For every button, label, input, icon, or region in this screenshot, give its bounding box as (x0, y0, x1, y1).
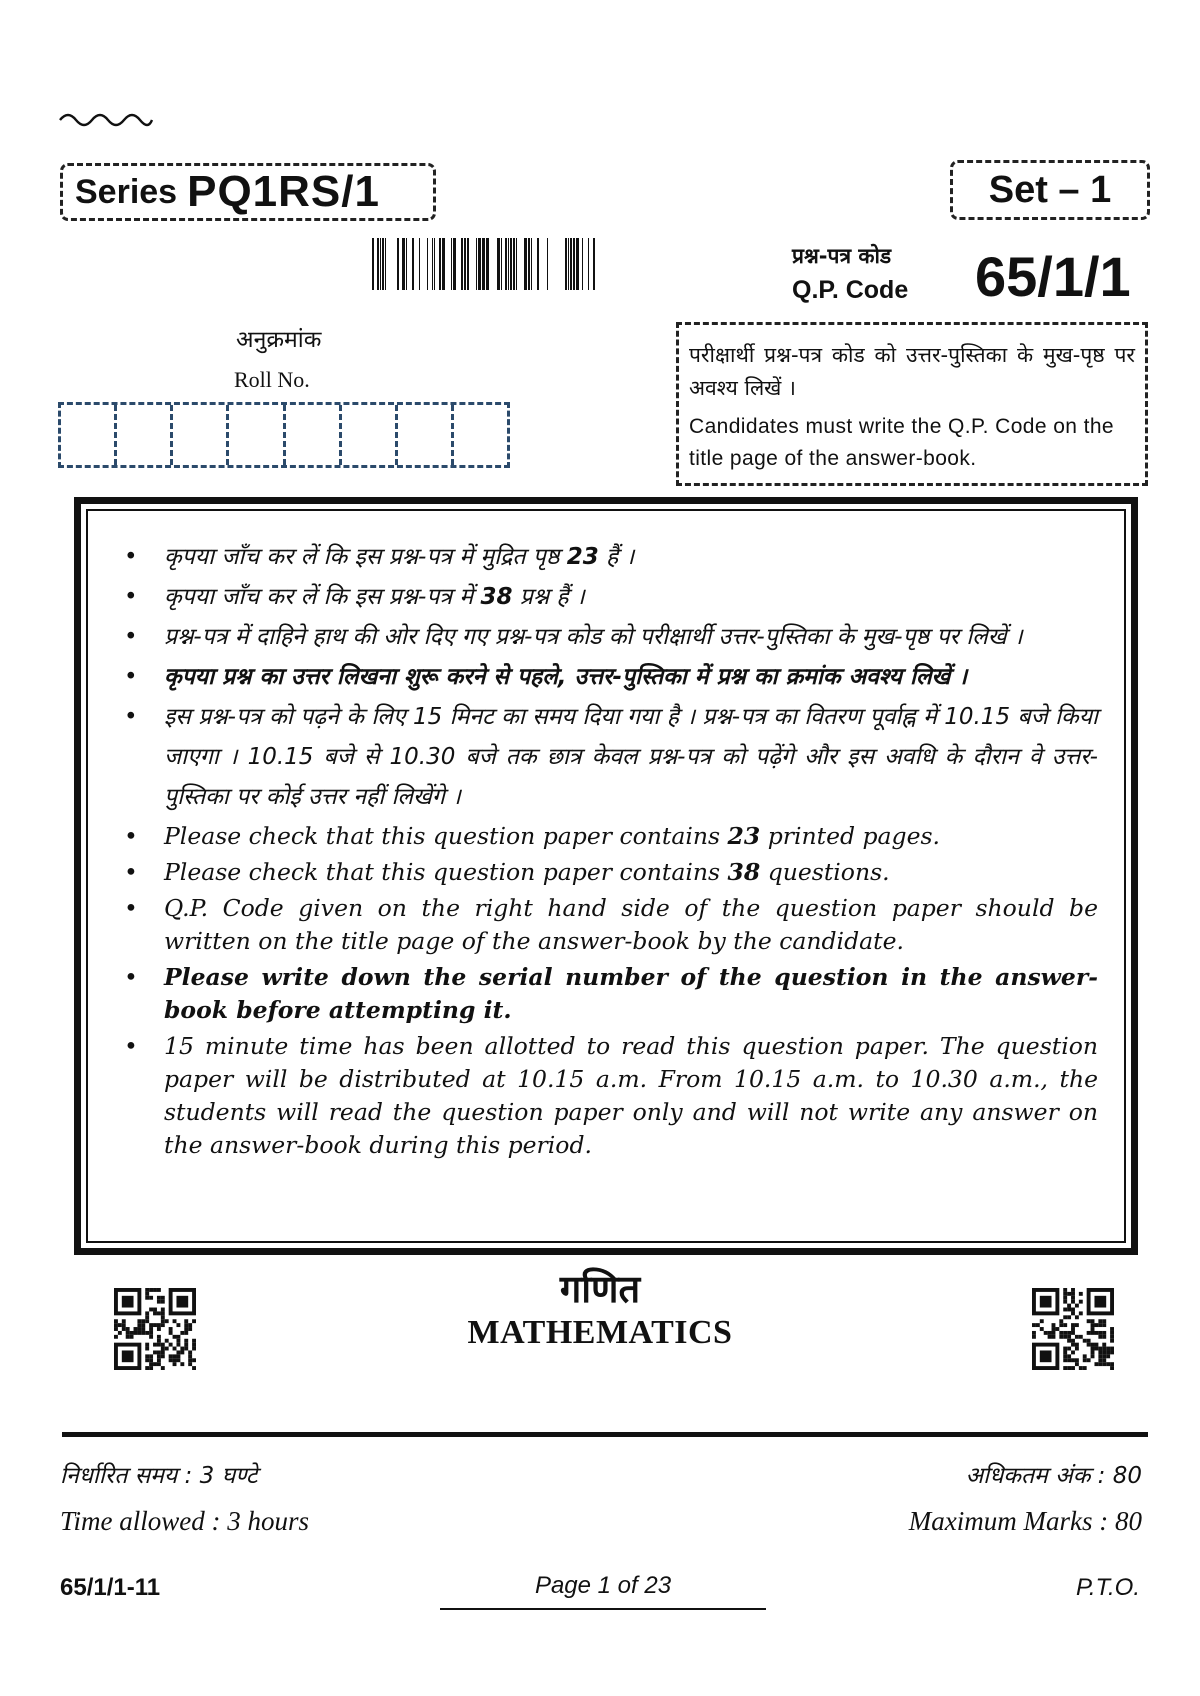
bullet: • (124, 894, 138, 922)
bullet: • (124, 822, 138, 850)
instruction-pages (120, 820, 1098, 853)
roll-number-cell[interactable] (173, 405, 229, 465)
bullet: • (124, 584, 138, 610)
series-label: Series (75, 172, 178, 211)
roll-number-cell[interactable] (229, 405, 285, 465)
time-allowed-hindi: निर्धारित समय : 3 घण्टे (60, 1463, 258, 1489)
page-number: Page 1 of 23 (440, 1572, 766, 1610)
qp-code-label-hindi: प्रश्न-पत्र कोड (792, 244, 892, 268)
instruction-text: इस प्रश्न-पत्र को पढ़ने के लिए 15 मिनट का समय दिया गया है । प्रश्न-पत्र का वितरण पूर्वाह्न में 10.15 बजे किया जाएगा । 10.15 बजे से 10.30 बजे तक छात्र केवल प्रश्न-पत्र को पढ़ेंगे और इस अवधि के दौरान वे उत्तर-पुस्तिका पर कोई उत्तर नहीं लिखेंगे । (164, 704, 1098, 810)
bullet: • (124, 624, 138, 650)
instruction-text: Please check that this question paper contains (164, 858, 728, 886)
instructions-frame (74, 497, 1138, 1255)
bullet: • (124, 664, 138, 690)
instruction-text: कृपया जाँच कर लें कि इस प्रश्न-पत्र में मुद्रित पृष्ठ (164, 544, 567, 570)
roll-number-boxes[interactable] (58, 402, 510, 468)
bullet: • (124, 544, 138, 570)
instruction-hindi-reading-time (120, 697, 1098, 817)
set-label: Set – 1 (988, 168, 1112, 211)
maximum-marks: Maximum Marks : 80 (908, 1506, 1142, 1536)
roll-number-cell[interactable] (398, 405, 454, 465)
instruction-hindi-pages (120, 537, 1098, 577)
tilde-wave-icon (58, 108, 154, 130)
instruction-text: Please check that this question paper contains (164, 822, 728, 850)
bullet: • (124, 963, 138, 991)
roll-number-cell[interactable] (117, 405, 173, 465)
roll-label-hindi: अनुक्रमांक (236, 327, 322, 353)
pto-label: P.T.O. (1075, 1574, 1140, 1601)
roll-label: Roll No. (234, 367, 310, 392)
candidate-note-box (676, 322, 1148, 486)
footer-paper-code: 65/1/1-11 (60, 1574, 161, 1601)
roll-number-cell[interactable] (61, 405, 117, 465)
instruction-text: कृपया प्रश्न का उत्तर लिखना शुरू करने से पहले, उत्तर-पुस्तिका में प्रश्न का क्रमांक अवश्य लिखें । (164, 664, 968, 690)
instruction-number: 38 (727, 858, 761, 886)
instruction-qp-code (120, 892, 1098, 958)
instruction-hindi-qp-code (120, 617, 1098, 657)
instruction-text: Q.P. Code given on the right hand side of the question paper should be written on the title page of the answer-book by the candidate. (164, 894, 1098, 955)
instruction-text: कृपया जाँच कर लें कि इस प्रश्न-पत्र में (164, 584, 481, 610)
series-value: PQ1RS/1 (187, 167, 380, 216)
maximum-marks-hindi: अधिकतम अंक : 80 (965, 1463, 1142, 1489)
instruction-text: प्रश्न हैं । (512, 584, 585, 610)
instruction-text: printed pages. (760, 822, 941, 850)
instructions-list (86, 509, 1126, 1243)
horizontal-rule (62, 1432, 1148, 1437)
instruction-hindi-questions (120, 577, 1098, 617)
qr-code-icon (1032, 1288, 1114, 1370)
instruction-text: questions. (760, 858, 890, 886)
qp-code-label: Q.P. Code (792, 276, 909, 304)
subject-title-hindi: गणित (559, 1267, 641, 1311)
instruction-text: 15 minute time has been allotted to read this question paper. The question paper will be distributed at 10.15 a.m. From 10.15 a.m. to 10.30 a.m., the students will read the question paper only and will not write any answer on the answer-book during this period. (164, 1032, 1098, 1159)
roll-number-cell[interactable] (454, 405, 507, 465)
instruction-number: 38 (480, 584, 513, 610)
instruction-reading-time (120, 1030, 1098, 1162)
qp-code-value: 65/1/1 (975, 245, 1131, 308)
barcode-icon (372, 238, 596, 290)
subject-title: MATHEMATICS (467, 1314, 733, 1351)
instruction-hindi-serial-number (120, 657, 1098, 697)
instruction-text: Please write down the serial number of the question in the answer-book before attempting it. (164, 963, 1098, 1024)
instruction-number: 23 (566, 544, 599, 570)
instruction-questions (120, 856, 1098, 889)
bullet: • (124, 858, 138, 886)
instruction-text: हैं । (598, 544, 635, 570)
series-box (60, 163, 436, 221)
instruction-number: 23 (727, 822, 761, 850)
instruction-text: प्रश्न-पत्र में दाहिने हाथ की ओर दिए गए प्रश्न-पत्र कोड को परीक्षार्थी उत्तर-पुस्तिका के मुख-पृष्ठ पर लिखें । (164, 624, 1023, 650)
roll-number-cell[interactable] (286, 405, 342, 465)
roll-number-cell[interactable] (342, 405, 398, 465)
candidate-note: Candidates must write the Q.P. Code on the title page of the answer-book. (689, 415, 1114, 470)
candidate-note-hindi: परीक्षार्थी प्रश्न-पत्र कोड को उत्तर-पुस्तिका के मुख-पृष्ठ पर अवश्य लिखें । (689, 343, 1135, 400)
bullet: • (124, 1032, 138, 1060)
instruction-serial-number (120, 961, 1098, 1027)
bullet: • (124, 704, 138, 730)
set-box (950, 160, 1150, 220)
time-allowed: Time allowed : 3 hours (60, 1506, 310, 1536)
